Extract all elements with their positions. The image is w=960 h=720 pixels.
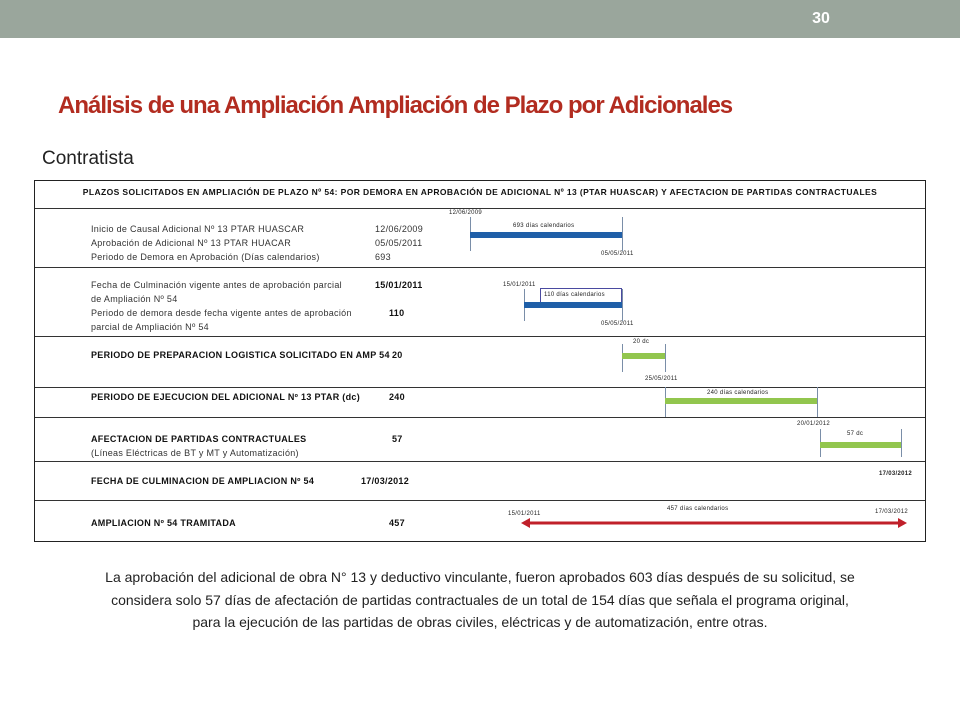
row1-label-start: Inicio de Causal Adicional Nº 13 PTAR HUASCAR (91, 224, 305, 234)
row1-value-approval: 05/05/2011 (375, 238, 423, 248)
row-divider (35, 500, 925, 501)
table-header: PLAZOS SOLICITADOS EN AMPLIACIÓN DE PLAZO Nº 54: POR DEMORA EN APROBACIÓN DE ADICIONAL Nº 13 (PTAR HUASCAR) Y AFECTACION DE PARTIDAS CONTRACTUALES (82, 187, 878, 197)
row6-label: FECHA DE CULMINACION DE AMPLIACION Nº 54 (91, 476, 315, 486)
row2-label-culmination: Fecha de Culminación vigente antes de aprobación parcial (91, 280, 342, 290)
row1-date-start: 12/06/2009 (449, 210, 483, 216)
row4-duration: 240 días calendarios (707, 390, 769, 396)
row1-duration: 693 días calendarios (513, 223, 575, 229)
row6-value: 17/03/2012 (361, 476, 410, 486)
gantt-tick (665, 344, 666, 372)
row-divider (35, 336, 925, 337)
row-divider (35, 208, 925, 209)
row5-value: 57 (392, 434, 403, 444)
row1-label-approval: Aprobación de Adicional Nº 13 PTAR HUACAR (91, 238, 292, 248)
row5-date-start: 20/01/2012 (797, 421, 831, 427)
row2-label-delay-b: parcial de Ampliación Nº 54 (91, 322, 209, 332)
row1-gantt-bar (470, 232, 622, 238)
row3-label: PERIODO DE PREPARACION LOGISTICA SOLICITADO EN AMP 54 (91, 350, 390, 360)
row3-gantt-bar (622, 353, 665, 359)
gantt-tick (622, 217, 623, 251)
row7-value: 457 (389, 518, 405, 528)
row2-duration: 110 días calendarios (544, 292, 605, 298)
row7-date-end: 17/03/2012 (875, 509, 909, 515)
row-divider (35, 267, 925, 268)
row4-gantt-bar (665, 398, 817, 404)
row1-label-delay: Periodo de Demora en Aprobación (Días calendarios) (91, 252, 320, 262)
gantt-tick (622, 289, 623, 321)
row3-value: 20 (392, 350, 403, 360)
row7-date-start: 15/01/2011 (508, 511, 541, 517)
row5-gantt-bar (820, 442, 901, 448)
row5-label-b: (Líneas Eléctricas de BT y MT y Automatización) (91, 448, 299, 458)
row7-double-arrow (521, 515, 907, 531)
row2-value-culmination: 15/01/2011 (375, 280, 423, 290)
row3-date-end: 25/05/2011 (645, 376, 678, 382)
row2-gantt-bar (524, 302, 622, 308)
row2-label-delay: Periodo de demora desde fecha vigente antes de aprobación (91, 308, 352, 318)
row2-value-delay: 110 (389, 308, 405, 318)
row5-label: AFECTACION DE PARTIDAS CONTRACTUALES (91, 434, 307, 444)
caption-line-3: para la ejecución de las partidas de obras civiles, eléctricas y de automatización, entre otras. (192, 614, 768, 630)
row3-duration: 20 dc (633, 339, 650, 345)
caption-line-1: La aprobación del adicional de obra N° 13 y deductivo vinculante, fueron aprobados 603 días después de su solicitud, se (105, 569, 855, 585)
row4-value: 240 (389, 392, 405, 402)
row7-duration: 457 días calendarios (667, 506, 729, 512)
caption-line-2: considera solo 57 días de afectación de partidas contractuales de un total de 154 días que señala el programa original, (111, 592, 849, 608)
row1-value-delay: 693 (375, 252, 391, 262)
row-divider (35, 387, 925, 388)
row7-label: AMPLIACION Nº 54 TRAMITADA (91, 518, 236, 528)
gantt-tick (817, 387, 818, 417)
row2-label-culmination-b: de Ampliación Nº 54 (91, 294, 178, 304)
row4-label: PERIODO DE EJECUCION DEL ADICIONAL Nº 13 PTAR (dc) (91, 392, 360, 402)
row1-date-end: 05/05/2011 (601, 251, 634, 257)
slide-number: 30 (812, 10, 830, 27)
row5-duration: 57 dc (847, 431, 864, 437)
row6-date: 17/03/2012 (879, 471, 913, 477)
schedule-table (34, 180, 926, 542)
slide-subtitle: Contratista (42, 148, 134, 169)
slide-title: Análisis de una Ampliación Ampliación de Plazo por Adicionales (58, 92, 733, 119)
gantt-tick (901, 429, 902, 457)
row1-value-start: 12/06/2009 (375, 224, 424, 234)
row2-date-end: 05/05/2011 (601, 321, 634, 327)
row-divider (35, 417, 925, 418)
row2-date-start: 15/01/2011 (503, 282, 536, 288)
top-bar (0, 0, 960, 38)
row-divider (35, 461, 925, 462)
